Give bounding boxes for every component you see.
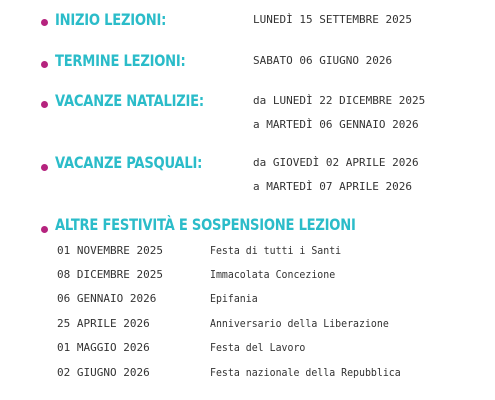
holiday-date: 02 GIUGNO 2026 xyxy=(57,366,150,379)
holiday-date: 06 GENNAIO 2026 xyxy=(57,292,157,305)
bullet-icon xyxy=(41,164,48,171)
inizio-lezioni-heading: INIZIO LEZIONI: xyxy=(55,10,167,29)
holiday-date: 01 MAGGIO 2026 xyxy=(57,341,150,354)
vacanze-natalizie-from: da LUNEDÌ 22 DICEMBRE 2025 xyxy=(253,94,426,107)
holiday-name: Epifania xyxy=(210,292,258,305)
termine-lezioni-heading: TERMINE LEZIONI: xyxy=(55,51,186,70)
altre-festivita-heading: ALTRE FESTIVITÀ E SOSPENSIONE LEZIONI xyxy=(55,215,356,234)
holiday-name: Immacolata Concezione xyxy=(210,268,336,281)
vacanze-pasquali-heading: VACANZE PASQUALI: xyxy=(55,153,203,172)
bullet-icon xyxy=(41,101,48,108)
holiday-date: 08 DICEMBRE 2025 xyxy=(57,268,163,281)
termine-lezioni-date: SABATO 06 GIUGNO 2026 xyxy=(253,54,393,67)
bullet-icon xyxy=(41,226,48,233)
holiday-date: 25 APRILE 2026 xyxy=(57,317,150,330)
holiday-name: Anniversario della Liberazione xyxy=(210,317,389,330)
holiday-name: Festa nazionale della Repubblica xyxy=(210,366,401,379)
holiday-date: 01 NOVEMBRE 2025 xyxy=(57,244,163,257)
bullet-icon xyxy=(41,61,48,68)
holiday-name: Festa di tutti i Santi xyxy=(210,244,342,257)
inizio-lezioni-date: LUNEDÌ 15 SETTEMBRE 2025 xyxy=(253,13,412,26)
bullet-icon xyxy=(41,19,48,26)
vacanze-natalizie-to: a MARTEDÌ 06 GENNAIO 2026 xyxy=(253,118,419,131)
vacanze-natalizie-heading: VACANZE NATALIZIE: xyxy=(55,91,204,110)
vacanze-pasquali-to: a MARTEDÌ 07 APRILE 2026 xyxy=(253,180,412,193)
holiday-name: Festa del Lavoro xyxy=(210,341,306,354)
vacanze-pasquali-from: da GIOVEDÌ 02 APRILE 2026 xyxy=(253,156,419,169)
